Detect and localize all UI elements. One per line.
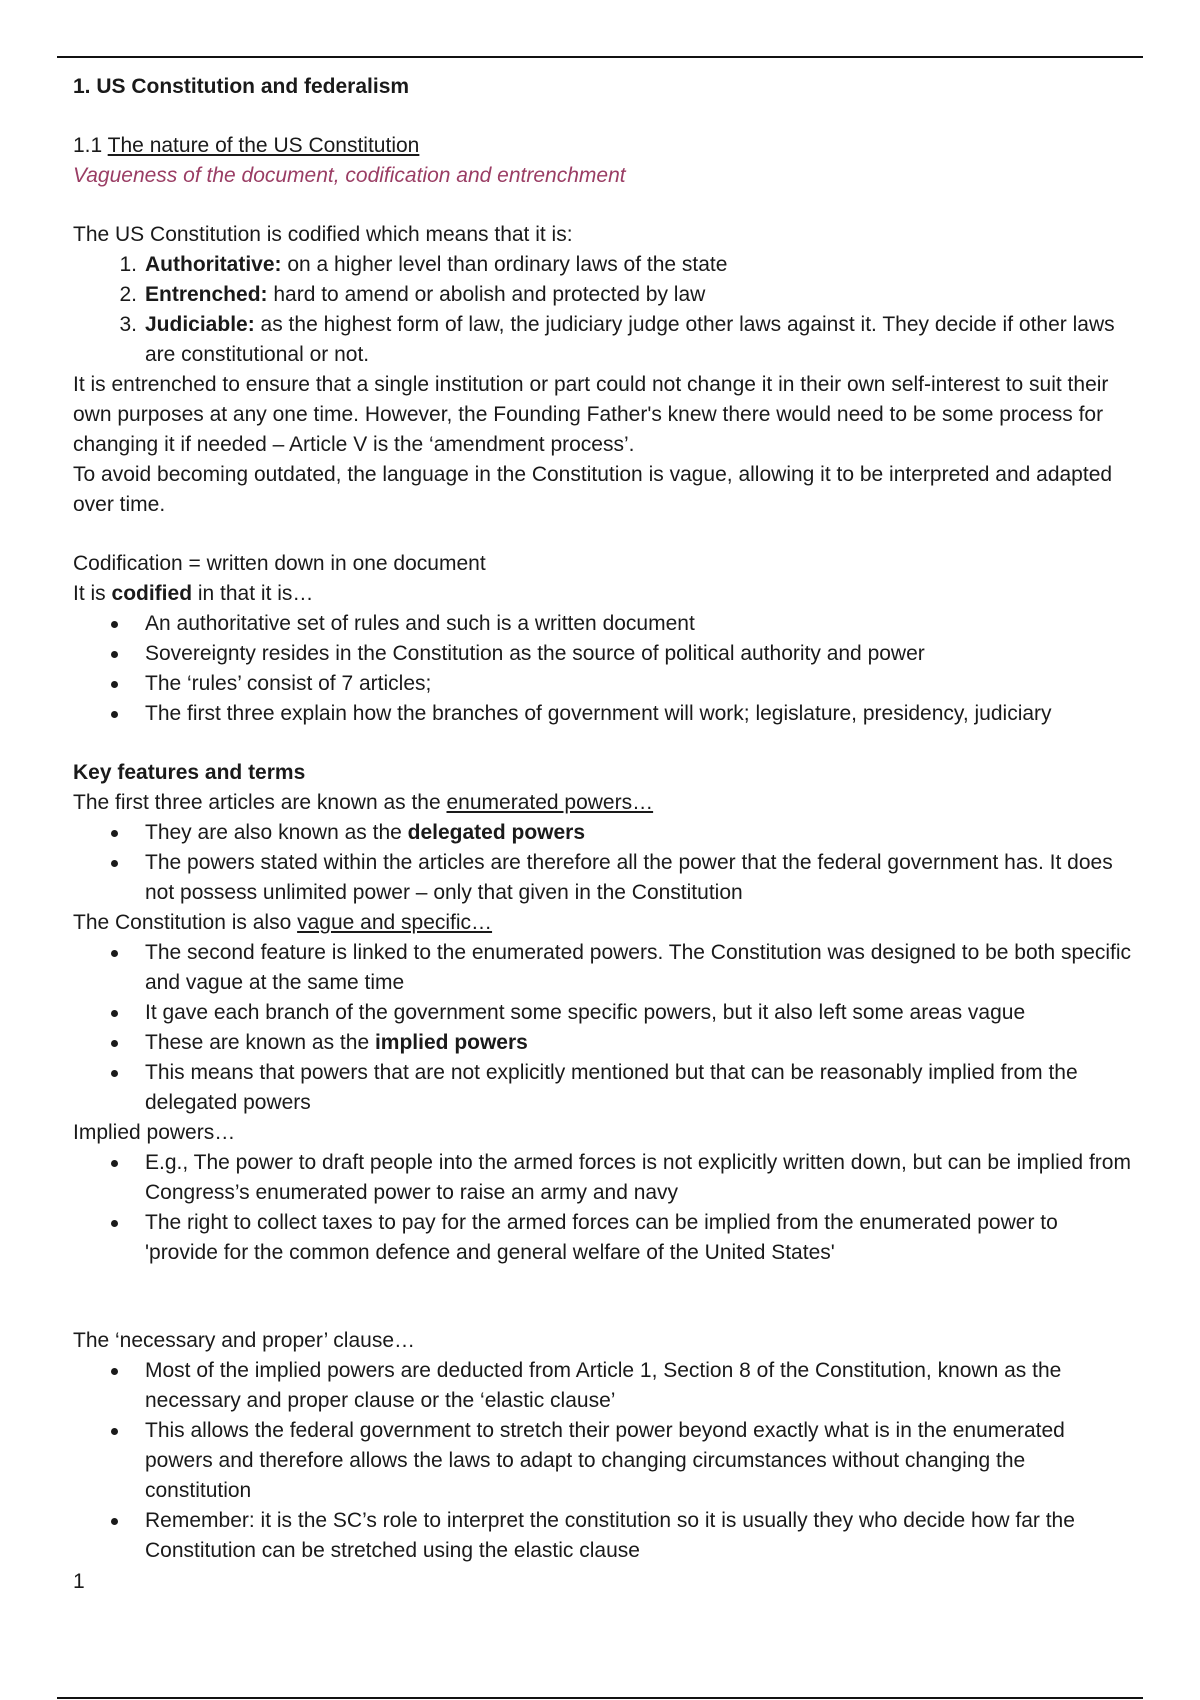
list-item: It gave each branch of the government some specific powers, but it also left some areas vague — [73, 998, 1133, 1028]
bullet-icon — [111, 1160, 118, 1167]
bullet-icon — [111, 860, 118, 867]
list-item: The second feature is linked to the enumerated powers. The Constitution was designed to be both specific and vague at the same time — [73, 938, 1133, 998]
bullet-icon — [111, 1518, 118, 1525]
list-item: Sovereignty resides in the Constitution as the source of political authority and power — [73, 639, 1133, 669]
key-features-heading: Key features and terms — [73, 761, 306, 784]
list-item: The ‘rules’ consist of 7 articles; — [73, 669, 1133, 699]
clause-bullet-list — [73, 1356, 1133, 1566]
list-item: E.g., The power to draft people into the armed forces is not explicitly written down, but can be implied from Congress’s enumerated power to raise an army and navy — [73, 1148, 1133, 1208]
list-item: These are known as the implied powers — [73, 1028, 1133, 1058]
bullet-icon — [111, 681, 118, 688]
page-heading: 1. US Constitution and federalism — [73, 75, 410, 98]
bullet-icon — [111, 621, 118, 628]
list-item: Remember: it is the SC’s role to interpret the constitution so it is usually they who decide how far the Constitution can be stretched using the elastic clause — [73, 1506, 1133, 1566]
list-item: This allows the federal government to stretch their power beyond exactly what is in the enumerated powers and therefore allows the laws to adapt to changing circumstances without changing the constitution — [73, 1416, 1133, 1506]
bullet-icon — [111, 1040, 118, 1047]
enumerated-intro: The first three articles are known as the enumerated powers… — [73, 791, 654, 814]
vague-bullet-list — [73, 938, 1133, 1118]
codified-properties-list — [73, 250, 1133, 370]
section-number: 1.1 — [73, 134, 103, 157]
list-item: This means that powers that are not explicitly mentioned but that can be reasonably implied from the delegated powers — [73, 1058, 1133, 1118]
bullet-icon — [111, 1368, 118, 1375]
list-item: The powers stated within the articles are therefore all the power that the federal government has. It does not possess unlimited power – only that given in the Constitution — [73, 848, 1133, 908]
codification-definition: Codification = written down in one document — [73, 552, 486, 575]
implied-intro: Implied powers… — [73, 1121, 236, 1144]
vague-paragraph: To avoid becoming outdated, the language in the Constitution is vague, allowing it to be interpreted and adapted over time. — [73, 463, 1113, 516]
bullet-icon — [111, 1070, 118, 1077]
bullet-icon — [111, 711, 118, 718]
intro-text: The US Constitution is codified which means that it is: — [73, 223, 573, 246]
list-item: An authoritative set of rules and such is a written document — [73, 609, 1133, 639]
list-item: The first three explain how the branches of government will work; legislature, presidency, judiciary — [73, 699, 1133, 729]
list-item: 1. Authoritative: on a higher level than ordinary laws of the state — [119, 253, 728, 276]
implied-bullet-list — [73, 1148, 1133, 1268]
header-rule — [57, 56, 1143, 58]
list-item: 3. Judiciable: as the highest form of law, the judiciary judge other laws against it. They decide if other laws are constitutional or not. — [119, 313, 1115, 366]
bullet-icon — [111, 1220, 118, 1227]
footer-rule — [57, 1697, 1143, 1699]
entrenched-paragraph: It is entrenched to ensure that a single institution or part could not change it in their own self-interest to suit their own purposes at any one time. However, the Founding Father's knew there would need to be some process for changing it if needed – Article V is the ‘amendment process’. — [73, 373, 1109, 456]
list-item: The right to collect taxes to pay for the armed forces can be implied from the enumerated power to 'provide for the common defence and general welfare of the United States' — [73, 1208, 1133, 1268]
document-page — [73, 72, 1133, 1566]
page-number: 1 — [73, 1570, 85, 1593]
codified-intro: It is codified in that it is… — [73, 582, 314, 605]
bullet-icon — [111, 1010, 118, 1017]
section-subtitle: Vagueness of the document, codification and entrenchment — [73, 164, 626, 187]
bullet-icon — [111, 1428, 118, 1435]
list-item: 2. Entrenched: hard to amend or abolish and protected by law — [119, 283, 706, 306]
bullet-icon — [111, 651, 118, 658]
bullet-icon — [111, 830, 118, 837]
section-title: The nature of the US Constitution — [107, 134, 420, 157]
codified-bullet-list — [73, 609, 1133, 729]
section-heading — [73, 131, 1133, 161]
bullet-icon — [111, 950, 118, 957]
list-item: They are also known as the delegated powers — [73, 818, 1133, 848]
clause-intro: The ‘necessary and proper’ clause… — [73, 1329, 416, 1352]
enumerated-bullet-list — [73, 818, 1133, 908]
list-item: Most of the implied powers are deducted from Article 1, Section 8 of the Constitution, known as the necessary and proper clause or the ‘elastic clause’ — [73, 1356, 1133, 1416]
vague-intro: The Constitution is also vague and specific… — [73, 911, 493, 934]
